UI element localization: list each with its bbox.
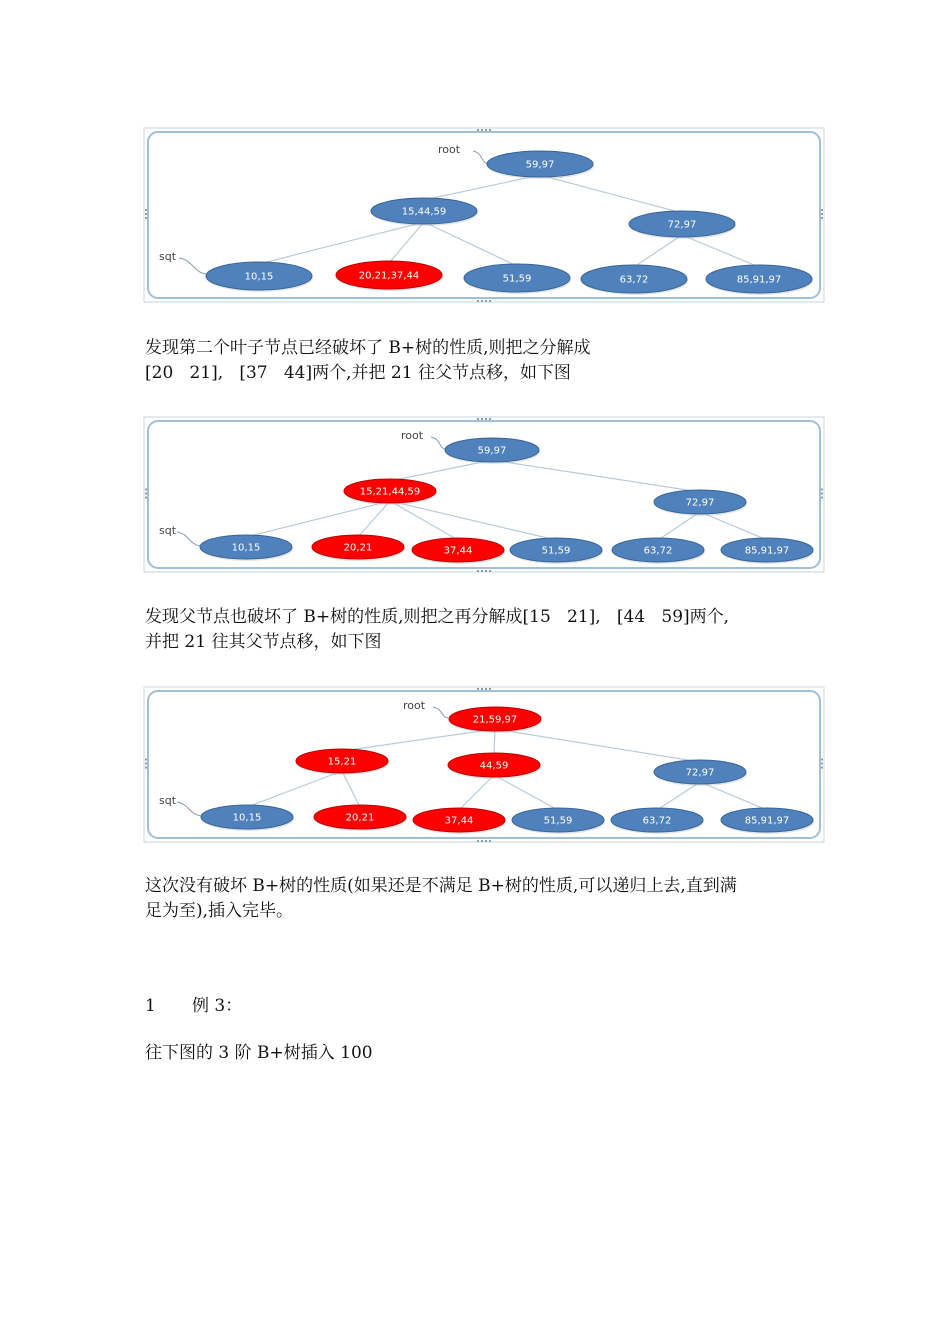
node-label: 10,15 xyxy=(232,812,262,824)
node-label: 85,91,97 xyxy=(744,545,790,557)
frame-handle xyxy=(145,217,147,219)
tree-node xyxy=(344,479,437,505)
node-label: 15,21 xyxy=(327,756,357,768)
frame-handle xyxy=(821,489,823,491)
node-label: 21,59,97 xyxy=(472,714,518,726)
frame-handle xyxy=(481,418,483,420)
frame-handle xyxy=(821,493,823,495)
node-label: 44,59 xyxy=(479,760,509,772)
frame-handle xyxy=(485,300,487,302)
paragraph-1-line-1: 发现第二个叶子节点已经破坏了 B+树的性质,则把之分解成 xyxy=(145,338,591,358)
paragraph-2-line-1: 发现父节点也破坏了 B+树的性质,则把之再分解成[15 21], [44 59]两个, xyxy=(145,607,730,627)
frame-handle xyxy=(489,570,491,572)
node-label: 85,91,97 xyxy=(744,815,790,827)
frame-handle xyxy=(145,493,147,495)
frame-handle xyxy=(489,418,491,420)
frame-handle xyxy=(145,497,147,499)
tree-node xyxy=(706,265,813,295)
frame-handle xyxy=(485,688,487,690)
frame-handle xyxy=(485,129,487,131)
tree-node xyxy=(448,753,541,779)
node-label: 72,97 xyxy=(667,219,697,231)
frame-handle xyxy=(481,570,483,572)
tree-node xyxy=(296,749,389,775)
tree-node xyxy=(314,805,407,831)
node-label: 59,97 xyxy=(477,445,507,457)
frame-handle xyxy=(821,763,823,765)
tree-node xyxy=(371,198,478,226)
figure-3 xyxy=(143,686,825,843)
tree-node xyxy=(654,490,747,516)
frame-handle xyxy=(485,570,487,572)
paragraph-3-line-2: 足为至),插入完毕。 xyxy=(145,901,294,921)
frame-handle xyxy=(145,213,147,215)
paragraph-3-line-1: 这次没有破坏 B+树的性质(如果还是不满足 B+树的性质,可以递归上去,直到满 xyxy=(145,876,737,896)
frame-handle xyxy=(821,209,823,211)
frame-handle xyxy=(477,300,479,302)
frame-handle xyxy=(489,129,491,131)
example-number: 1 xyxy=(145,996,156,1016)
node-label: 63,72 xyxy=(642,815,672,827)
tree-node xyxy=(581,265,688,295)
frame-handle xyxy=(477,840,479,842)
frame-handle xyxy=(477,129,479,131)
frame-handle xyxy=(145,767,147,769)
frame-handle xyxy=(145,759,147,761)
tree-node xyxy=(510,538,603,564)
frame-handle xyxy=(481,840,483,842)
node-label: 51,59 xyxy=(541,545,571,557)
frame-handle xyxy=(821,497,823,499)
tree-node xyxy=(445,438,540,464)
tree-node xyxy=(611,808,704,834)
frame-handle xyxy=(821,759,823,761)
node-label: 59,97 xyxy=(525,159,555,171)
frame-handle xyxy=(145,489,147,491)
tree-node xyxy=(612,538,705,564)
node-label: 10,15 xyxy=(231,542,261,554)
node-label: 51,59 xyxy=(543,815,573,827)
figure-2 xyxy=(143,416,825,573)
frame-handle xyxy=(145,209,147,211)
tree-node xyxy=(449,707,542,733)
node-label: 37,44 xyxy=(444,815,474,827)
frame-handle xyxy=(477,570,479,572)
tree-node xyxy=(201,805,294,831)
node-label: 20,21 xyxy=(343,542,373,554)
node-label: 15,44,59 xyxy=(401,206,447,218)
frame-handle xyxy=(821,217,823,219)
frame-handle xyxy=(481,688,483,690)
root-label: root xyxy=(438,143,461,156)
node-label: 20,21,37,44 xyxy=(358,270,420,282)
root-label: root xyxy=(403,699,426,712)
node-label: 51,59 xyxy=(502,273,532,285)
tree-node xyxy=(336,261,443,291)
paragraph-2-line-2: 并把 21 往其父节点移，如下图 xyxy=(145,632,382,652)
paragraph-1-line-2: [20 21], [37 44]两个,并把 21 往父节点移，如下图 xyxy=(145,363,571,383)
tree-node xyxy=(512,808,605,834)
node-label: 63,72 xyxy=(643,545,673,557)
tree-node xyxy=(206,262,313,292)
node-label: 72,97 xyxy=(685,767,715,779)
tree-node xyxy=(721,538,814,564)
tree-node xyxy=(721,808,814,834)
frame-handle xyxy=(489,300,491,302)
node-label: 15,21,44,59 xyxy=(359,486,421,498)
tree-node xyxy=(200,535,293,561)
tree-node xyxy=(629,211,736,239)
tree-node xyxy=(413,808,506,834)
node-label: 20,21 xyxy=(345,812,375,824)
tree-node xyxy=(464,264,571,294)
frame-handle xyxy=(489,688,491,690)
frame-handle xyxy=(481,300,483,302)
tree-node xyxy=(654,760,747,786)
sqt-label: sqt xyxy=(159,794,177,807)
frame-handle xyxy=(489,840,491,842)
tree-node xyxy=(312,535,405,561)
frame-handle xyxy=(481,129,483,131)
sqt-label: sqt xyxy=(159,524,177,537)
node-label: 10,15 xyxy=(244,271,274,283)
example-label: 例 3： xyxy=(192,996,243,1016)
tree-node xyxy=(487,151,594,179)
frame-handle xyxy=(477,418,479,420)
frame-handle xyxy=(485,840,487,842)
node-label: 72,97 xyxy=(685,497,715,509)
paragraph-4: 往下图的 3 阶 B+树插入 100 xyxy=(145,1043,373,1063)
figure-1 xyxy=(143,127,825,303)
frame-handle xyxy=(485,418,487,420)
frame-handle xyxy=(477,688,479,690)
root-label: root xyxy=(401,429,424,442)
frame-handle xyxy=(145,763,147,765)
frame-handle xyxy=(821,213,823,215)
node-label: 85,91,97 xyxy=(736,274,782,286)
tree-node xyxy=(412,538,505,564)
node-label: 63,72 xyxy=(619,274,649,286)
sqt-label: sqt xyxy=(159,250,177,263)
node-label: 37,44 xyxy=(443,545,473,557)
frame-handle xyxy=(821,767,823,769)
